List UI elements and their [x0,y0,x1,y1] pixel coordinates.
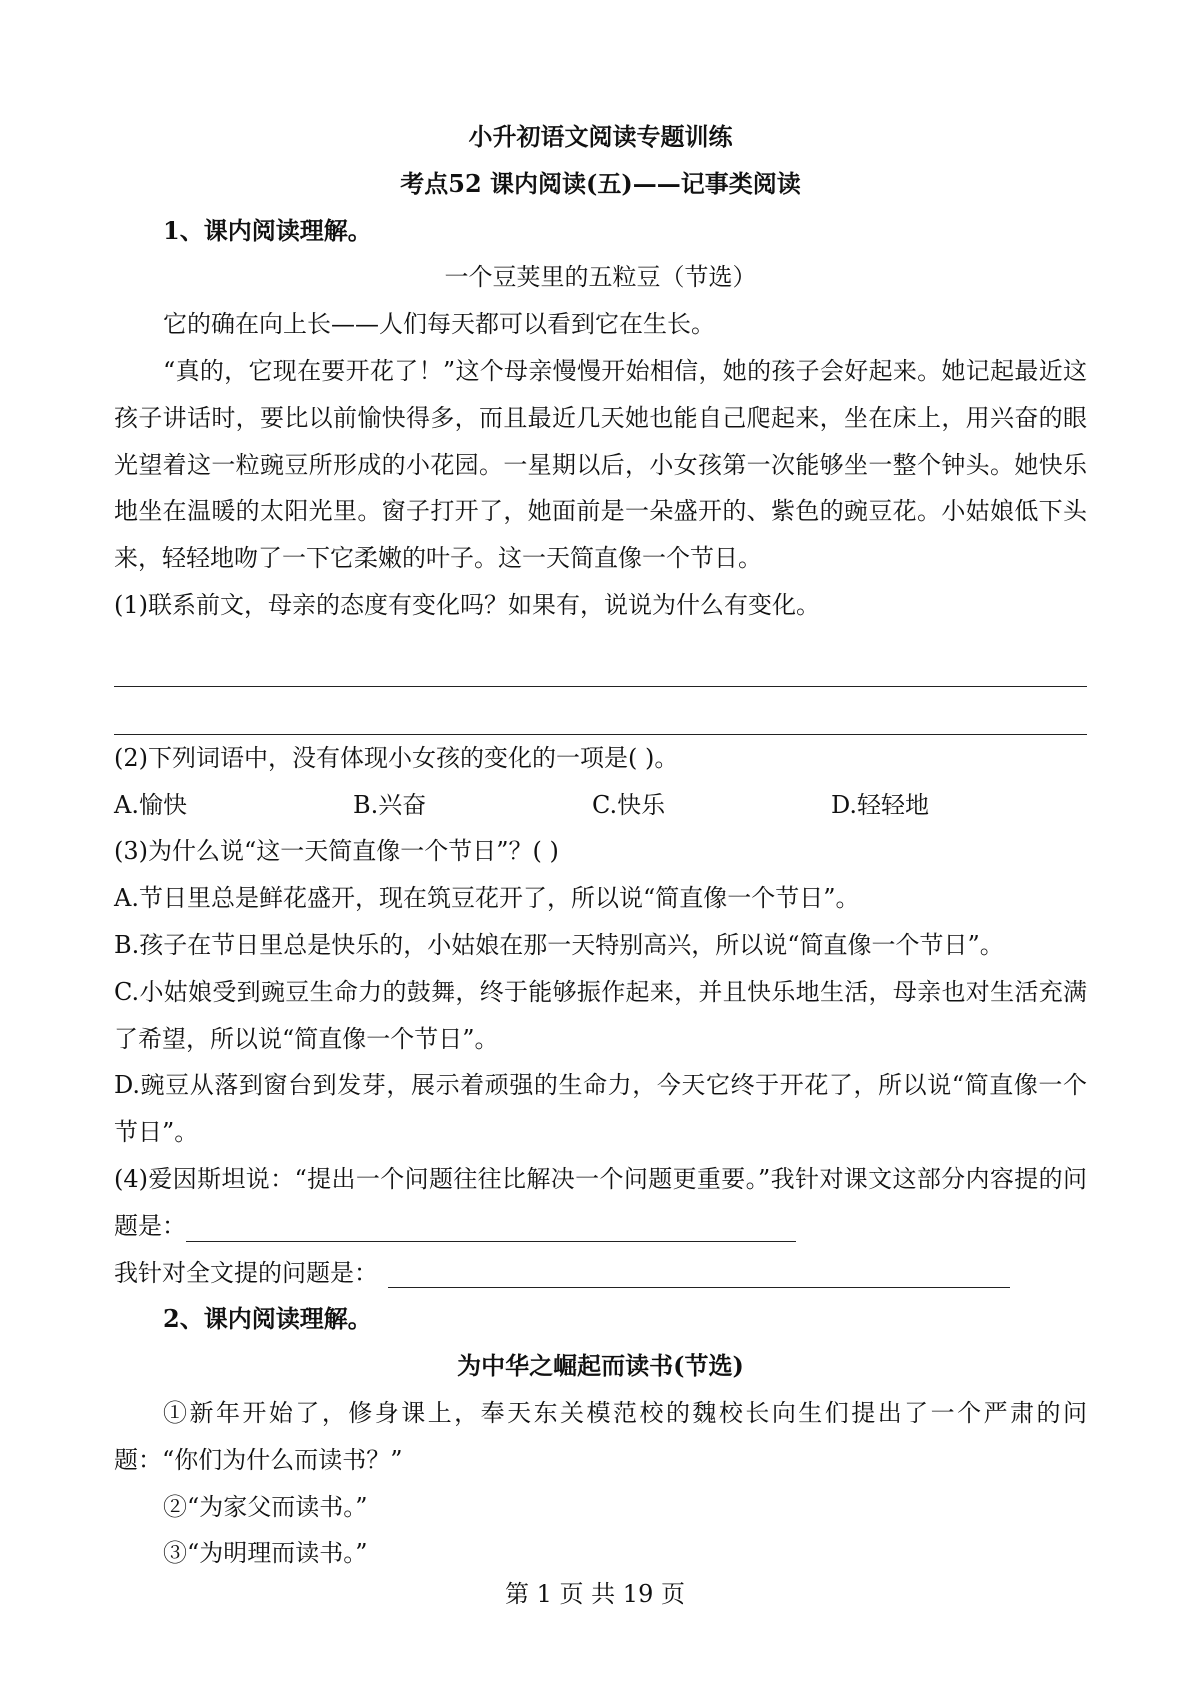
passage-paragraph: ③“为明理而读书。” [163,1539,368,1568]
answer-line[interactable] [114,687,1087,735]
question-4 [114,1156,1087,1250]
option-d[interactable]: D.轻轻地 [831,790,930,819]
option-b[interactable]: B.兴奋 [353,790,427,819]
passage-title-1: 一个豆荚里的五粒豆（节选） [444,263,757,292]
passage-paragraph: ②“为家父而读书。” [163,1492,368,1521]
option-b[interactable]: B.孩子在节日里总是快乐的，小姑娘在那一天特别高兴，所以说“简直像一个节日”。 [114,930,1004,959]
passage-paragraph: “真的，它现在要开花了！”这个母亲慢慢开始相信，她的孩子会好起来。她记起最近这孩子讲话时，要比以前愉快得多，而且最近几天她也能自己爬起来，坐在床上，用兴奋的眼光望着这一粒豌豆所形成的小花园。一星期以后，小女孩第一次能够坐一整个钟头。她快乐地坐在温暖的太阳光里。窗子打开了，她面前是一朵盛开的、紫色的豌豆花。小姑娘低下头来，轻轻地吻了一下它柔嫩的叶子。这一天简直像一个节日。 [114,356,1087,573]
document-page [114,114,1087,1577]
document-subtitle: 考点52 课内阅读(五)——记事类阅读 [400,168,801,198]
question-4-second-text: 我针对全文提的问题是： [114,1258,378,1287]
option-d[interactable]: D.豌豆从落到窗台到发芽，展示着顽强的生命力，今天它终于开花了，所以说“简直像一个节日”。 [114,1071,1087,1147]
option-c[interactable]: C.小姑娘受到豌豆生命力的鼓舞，终于能够振作起来，并且快乐地生活，母亲也对生活充满了希望，所以说“简直像一个节日”。 [114,977,1087,1053]
option-a[interactable]: A.节日里总是鲜花盛开，现在筑豆花开了，所以说“简直像一个节日”。 [114,884,860,913]
section-heading-2: 2、课内阅读理解。 [163,1304,372,1334]
question-4-text: (4)爱因斯坦说：“提出一个问题往往比解决一个问题更重要。”我针对课文这部分内容提的问题是： [114,1164,1087,1240]
question-4-second [114,1250,1087,1297]
answer-blank[interactable] [186,1211,796,1242]
passage-paragraph: ①新年开始了，修身课上，奉天东关模范校的魏校长向生们提出了一个严肃的问题：“你们为什么而读书？” [114,1398,1087,1474]
section-heading-1: 1、课内阅读理解。 [163,215,372,245]
question-2: (2)下列词语中，没有体现小女孩的变化的一项是( )。 [114,743,679,772]
passage-paragraph: 它的确在向上长——人们每天都可以看到它在生长。 [163,310,715,339]
page-number: 第 1 页 共 19 页 [505,1580,685,1608]
question-1: (1)联系前文，母亲的态度有变化吗？如果有，说说为什么有变化。 [114,590,820,619]
option-c[interactable]: C.快乐 [592,790,666,819]
option-a[interactable]: A.愉快 [114,790,187,819]
question-3: (3)为什么说“这一天简直像一个节日”？( ) [114,837,559,866]
passage-title-2: 为中华之崛起而读书(节选) [457,1351,744,1381]
answer-line[interactable] [114,639,1087,687]
answer-blank[interactable] [388,1257,1010,1288]
question-2-options [114,782,1087,829]
document-title: 小升初语文阅读专题训练 [468,122,733,151]
